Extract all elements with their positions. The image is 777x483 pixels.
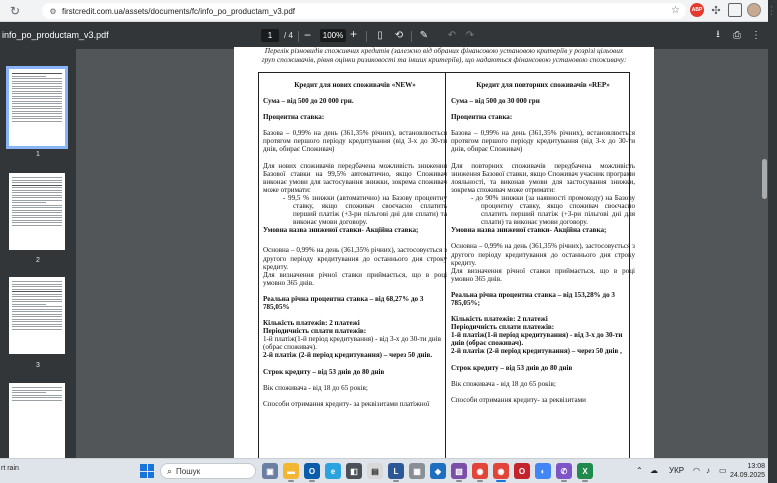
toolbar-divider [366,31,367,42]
file-explorer-icon[interactable]: ▬ [283,463,299,479]
extensions-puzzle-icon[interactable]: ✣ [711,4,721,17]
left-reduction-item: - 99,5 % знижки (автоматично) на Базову процентну ставку, якщо споживач своєчасно сплатить перший платіж (+3-ри пільгові дні для сплати) та виконає умови договору. [283,193,447,227]
cloud-icon[interactable]: ☁ [650,466,658,475]
products-table [258,72,635,472]
thumbnail-page-2[interactable] [9,173,65,250]
right-reduction-item: - до 90% знижки (за наявності промокоду) на Базову процентну ставку, якщо споживач своєчасно сплатить перший платіж (+3-ри пільгові дні для сплати) та виконає умови договору. [471,193,635,227]
thumbnail-sidebar [0,49,76,458]
right-year-basis: Для визначення річної ставки приймається, що в році умовно 365 днів. [451,266,635,283]
thumbnail-label: 1 [36,151,40,158]
search-label: Пошук [176,466,201,476]
left-payment-2: 2-й платіж (2-й період кредитування) – через 50 днів. [263,351,433,360]
app-icon-3[interactable]: ▧ [451,463,467,479]
browser-toolbar [0,0,777,22]
left-payments-count: Кількість платежів: 2 платежі [263,319,360,328]
adblock-extension-icon[interactable]: ABP [690,3,704,17]
page-number-input[interactable]: 1 [261,29,279,42]
site-info-icon[interactable]: ⚙ [49,6,57,16]
reload-icon[interactable]: ↻ [9,4,21,18]
page-total: / 4 [284,31,293,40]
left-base-rate: Базова – 0,99% на день (361,35% річних), встановлюється протягом першого періоду кредитування (від 3-х до 30-ти днів, обирає Споживач) [263,129,447,154]
app-icon-4[interactable]: ◐ [535,463,551,479]
rotate-icon[interactable]: ⟲ [394,29,404,41]
chrome-icon[interactable]: ◉ [472,463,488,479]
battery-icon[interactable]: ▭ [719,466,727,475]
zoom-input[interactable]: 100% [320,29,346,42]
print-icon[interactable]: ⎙ [733,29,741,41]
opera-icon[interactable]: O [514,463,530,479]
tray-chevron-icon[interactable]: ⌃ [636,466,643,475]
right-rate-title: Процентна ставка: [451,113,513,122]
more-actions-icon[interactable]: ⋮ [751,29,761,41]
scrollbar-thumb[interactable] [762,159,767,199]
edge-icon[interactable]: e [325,463,341,479]
annotate-pen-icon[interactable]: ✎ [419,29,429,41]
right-payments-freq: Періодичність сплати платежів: [451,323,555,332]
column-repeat-customers [451,73,635,404]
right-real-rate: Реальна річна процентна ставка – від 153,28% до 3 785,05%; [451,290,615,307]
left-payments-freq: Періодичність сплати платежів: [263,327,367,336]
viewer-scrollbar[interactable] [760,49,768,458]
left-main-rate: Основна – 0,99% на день (361,35% річних), застосовується з другого періоду кредитування до останнього дня строку кредиту. [263,246,447,271]
bookmark-star-icon[interactable]: ☆ [671,5,680,16]
word-icon[interactable]: L [388,463,404,479]
left-rate-title: Процентна ставка: [263,113,325,122]
toolbar-divider [298,31,299,42]
browser-menu-icon[interactable]: ⋮ [766,4,777,17]
thumbnail-page-4[interactable] [9,383,65,463]
right-method: Способи отримання кредиту- за реквізитами [451,395,586,404]
viber-icon[interactable]: ✆ [556,463,572,479]
app-icon-2[interactable]: ◆ [430,463,446,479]
app-icon[interactable]: ▦ [409,463,425,479]
clock-date: 24.09.2025 [730,472,766,479]
address-bar[interactable] [42,3,686,19]
fit-page-icon[interactable]: ▯ [377,29,383,41]
right-heading: Кредит для повторних споживачів «REP» [476,81,610,89]
url-text: firstcredit.com.ua/assets/documents/fc/info_po_productam_v3.pdf [62,6,296,16]
taskbar-search[interactable] [160,463,256,479]
taskbar-clock[interactable] [730,462,765,480]
left-year-basis: Для визначення річної ставки приймається, що в році умовно 365 днів. [263,270,447,287]
thumbnail-page-3[interactable] [9,277,65,354]
pdf-page [234,47,654,467]
chrome-active-icon[interactable]: ◉ [493,463,509,479]
profile-avatar[interactable] [747,3,761,17]
excel-icon[interactable]: X [577,463,593,479]
right-reduced-name: Умовна назва зниженої ставки- Акційна ставка; [451,226,607,235]
right-reduction-intro: Для повторних споживачів передбачена можливість зниження Базової ставки, якщо Споживач учасник програми лояльності, та виконав умови для застосування знижки, зокрема споживач може отримати: [451,161,635,194]
right-payments-count: Кількість платежів: 2 платежі [451,315,548,324]
left-method: Способи отримання кредиту- за реквізитами платіжної [263,399,430,408]
left-heading: Кредит для нових споживачів «NEW» [294,81,416,89]
clock-time: 13:08 [747,463,766,470]
search-icon: ⌕ [167,465,173,476]
left-reduced-name: Умовна назва зниженої ставки- Акційна ставка; [263,226,419,235]
pdf-file-title: info_po_productam_v3.pdf [2,30,109,40]
pdf-viewer[interactable] [76,46,768,458]
zoom-in-button[interactable]: + [350,27,358,41]
store-icon[interactable]: ◧ [346,463,362,479]
column-new-customers [263,73,447,408]
left-age: Вік споживача - від 18 до 65 років; [263,383,368,392]
thumbnail-label: 3 [36,362,40,369]
windows-start-icon[interactable] [140,464,154,478]
windows-taskbar [0,458,768,483]
right-base-rate: Базова – 0,99% на день (361,35% річних), встановлюється протягом першого періоду кредитування (від 3-х до 30-ти днів, обирає Споживач) [451,129,635,154]
right-payment-1: 1-й платіж(1-й період кредитування) - від 3-х до 30-ти днів (обрає споживач). [451,331,623,348]
widgets-app-icon[interactable]: ▣ [262,463,278,479]
right-main-rate: Основна – 0,99% на день (361,35% річних), застосовується з другого періоду кредитування до останнього дня строку кредиту. [451,242,635,267]
left-sum: Сума – від 500 до 20 000 грн. [263,97,354,106]
photos-icon[interactable]: ▤ [367,463,383,479]
thumbnail-label: 2 [36,257,40,264]
left-payment-1: 1-й платіж(1-й період кредитування) - від 3-х до 30-ти днів (обрає споживач). [263,335,442,352]
left-reduction-intro: Для нових споживачів передбачена можливість зниження Базової ставки на 99,5% автоматично, якщо Споживач виконає умови для застосування знижки, зокрема споживач може отримати: [263,161,447,194]
left-real-rate: Реальна річна процентна ставка – від 68,27% до 3 785,05% [263,294,424,311]
redo-icon[interactable]: ↷ [465,29,475,41]
right-payment-2: 2-й платіж (2-й період кредитування) – через 50 днів , [451,347,622,356]
download-icon[interactable]: ⭳ [716,28,720,40]
left-term: Строк кредиту – від 53 днів до 80 днів [263,367,385,376]
wifi-icon[interactable]: ◠ [693,466,700,475]
thumbnail-page-1[interactable] [9,69,65,146]
right-sum: Сума – від 500 до 30 000 грн [451,97,540,106]
volume-icon[interactable]: ♪ [706,466,710,475]
language-indicator[interactable]: УКР [669,466,685,475]
side-panel-icon[interactable] [728,3,742,17]
zoom-out-button[interactable]: − [304,28,312,42]
toolbar-divider [411,31,412,42]
outlook-icon[interactable]: O [304,463,320,479]
right-age: Вік споживача - від 18 до 65 років; [451,379,556,388]
right-term: Строк кредиту – від 53 днів до 80 днів [451,363,573,372]
document-header: Перелік різновидів споживчих кредитів (залежно від обраних фінансовою установою критеріїв у розрізі цільових груп споживачів, рівня оцінки ризиковості та інших критеріїв), що надаються фінансовою установою споживачу: [261,46,627,64]
weather-widget[interactable]: rt rain [1,465,19,472]
undo-icon[interactable]: ↶ [447,29,457,41]
